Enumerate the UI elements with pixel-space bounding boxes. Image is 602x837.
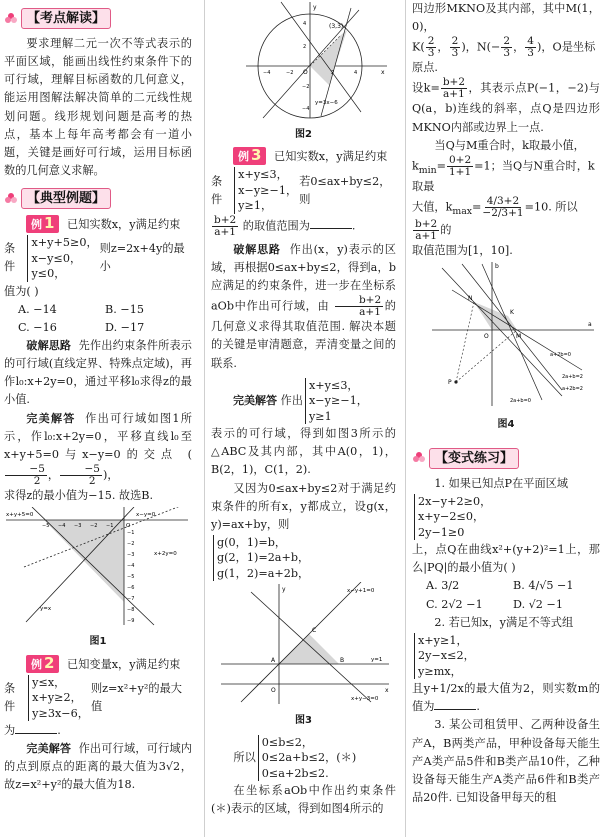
wanmei-text-2: 求得z的最小值为−15. 故选B. — [4, 489, 154, 503]
fig4-label: N — [468, 295, 473, 303]
example-2-intro: 已知变量x，y满足约束 — [67, 657, 181, 671]
line — [263, 10, 359, 118]
line — [462, 264, 562, 390]
svg-text:−4: −4 — [58, 523, 66, 530]
choice-a: A. 3/2 — [426, 579, 460, 593]
pojie-text: 作出(x，y)表示的区域，再根据0≤ax+by≤2，得到a，b应满足的约束条件，进一步在坐标系aOb中作出可行域，由 — [211, 242, 396, 313]
fig3-label: x−y+1=0 — [347, 588, 375, 595]
section-kaodian-header — [4, 8, 111, 29]
svg-text:−2: −2 — [127, 541, 135, 548]
fig3-label: A — [271, 657, 276, 665]
answer-blank — [15, 723, 57, 734]
fig4-label: P — [448, 379, 452, 387]
kmin-text: 当Q与M重合时，k取最小值， — [434, 138, 585, 152]
line-x+y-3 — [251, 592, 371, 702]
fig3-label: B — [340, 657, 345, 665]
example-1-intro: 已知实数x，y满足约束 — [67, 218, 181, 232]
constraint-system — [28, 675, 89, 721]
choice-c: C. −16 — [18, 320, 57, 334]
constraint: 2y−x≤2， — [418, 649, 475, 663]
last-text: 在坐标系aOb中作出约束条件(＊)表示的区域，得到如图4所示的 — [211, 783, 396, 816]
constraint: x−y≥−1， — [308, 394, 368, 408]
constraint: 2y−1≥0 — [418, 525, 465, 539]
constraint: y≥3x−6， — [32, 706, 89, 720]
figure-3-graph — [211, 582, 397, 706]
feasible-region-abc — [279, 634, 339, 664]
constraint-system — [27, 235, 97, 281]
svg-text:2: 2 — [331, 70, 335, 76]
so-prefix: 所以 — [233, 750, 256, 764]
svg-text:−3: −3 — [74, 523, 82, 530]
constraint: x−y≤0， — [31, 251, 82, 265]
section-bianshi-header — [412, 448, 519, 469]
figure-3-caption: 图3 — [295, 715, 312, 727]
fraction: $\frac{b+2}{a+1}$ — [214, 213, 237, 238]
constraint: y≥1， — [238, 199, 273, 213]
fig3-label: O — [271, 687, 276, 695]
fig1-label: x−y=0 — [136, 512, 156, 519]
constraint-system — [414, 633, 475, 679]
svg-text:−1: −1 — [106, 523, 114, 530]
fig4-label: b — [495, 263, 499, 271]
svg-text:−2: −2 — [302, 84, 310, 90]
svg-text:−3: −3 — [127, 552, 135, 559]
line — [482, 264, 542, 400]
figure-4-graph — [412, 260, 598, 410]
fig4-label: K — [510, 309, 514, 317]
range-text: 取值范围为[1，10]. — [412, 244, 513, 258]
line-pn — [456, 302, 474, 382]
example-2 — [4, 655, 192, 674]
wanmei-text: 作出可行域如图1所示，作l₀:x+2y=0，平移直线l₀至x+y+5=0与x−y=0的交点 — [4, 411, 192, 461]
constraint: x−y≥−1， — [238, 183, 298, 197]
constraint: x+y≤3， — [308, 378, 359, 392]
constraint: x+y−2≤0， — [418, 510, 485, 524]
example-2-badge: 例 2 — [26, 655, 59, 673]
fig1-label: x+2y=0 — [154, 551, 177, 558]
cond-prefix: 条件 — [4, 242, 16, 274]
choice-c: C. 2√2 −1 — [426, 597, 483, 611]
constraint: 0≤a+2b≤2. — [261, 766, 329, 780]
svg-text:−5: −5 — [42, 523, 50, 530]
wanmei-text: 表示的可行域，得到如图3所示的△ABC及其内部，其中A(0，1)，B(2，1)，C(1，2). — [211, 427, 396, 477]
question-text: 则z=2x+4y的最小 — [99, 242, 185, 274]
wanmei-label: 完美解答 — [26, 742, 72, 756]
q2-mid: 且y+1/2x的最大值为2，则实数m的值为 — [412, 682, 600, 714]
q1-text: 1. 如果已知点P在平面区域 — [434, 476, 569, 490]
fig3-label: y — [282, 586, 286, 594]
example-3-badge: 例 3 — [233, 147, 266, 165]
kmin-formula: $k_{min}=$ $\frac{0+2}{1+1}$ =1；当Q与N重合时，k取最 — [412, 153, 595, 193]
flower-icon — [412, 451, 426, 465]
constraint-system — [213, 535, 309, 581]
svg-text:−2: −2 — [286, 70, 294, 76]
fig4-label: a+2b=0 — [550, 352, 571, 359]
constraint: 2x−y+2≥0， — [418, 494, 492, 508]
kmax-formula: 大值，$k_{max}=$ $\frac{4/3+2}{-2/3+1}$ =10. 所以 $\frac{b+2}{a+1}$ 的 — [412, 195, 578, 243]
q1-choices — [412, 577, 600, 613]
example-1-choices — [4, 301, 192, 337]
choice-a: A. −14 — [18, 302, 57, 316]
fig4-label: a+2b=2 — [562, 386, 583, 393]
fig4-label: 2a+b=2 — [562, 374, 583, 381]
section-dianxing-header — [4, 188, 111, 209]
fig2-label: x — [381, 69, 385, 76]
g-value: g(2，1)=2a+b， — [217, 551, 310, 565]
fig2-label: (3,3) — [329, 23, 344, 30]
g-system — [211, 534, 396, 582]
svg-text:−4: −4 — [263, 70, 271, 76]
figure-2-graph — [211, 0, 397, 120]
figure-1-graph — [4, 507, 190, 627]
fig1-label: x+y+5=0 — [6, 512, 34, 519]
q3-text: 3. 某公司租赁甲、乙两种设备生产A，B两类产品，甲种设备每天能生产A类产品5件和B类产品10件，乙种设备每天能生产A类产品6件和B类产品20件. 已知设备甲每天的租 — [412, 718, 600, 805]
q2-text: 2. 若已知x，y满足不等式组 — [434, 615, 574, 629]
fig3-label: x+y−3=0 — [351, 696, 379, 703]
constraint: 0≤2a+b≤2，(＊) — [261, 751, 357, 765]
question-text-2: $\frac{b+2}{a+1}$ 的取值范围为 . — [214, 213, 356, 238]
svg-text:−4: −4 — [302, 106, 310, 112]
fig3-label: y=1 — [371, 657, 383, 664]
constraint-system — [305, 378, 368, 424]
constraint-system — [414, 494, 491, 540]
column-left: 【考点解读】 要求理解二元一次不等式表示的平面区域，能画出线性约束条件下的可行域，理解目标函数的几何意义，能运用图解法解决简单的二元线性规划问题。线形规划问题是高考的热点，基本上每年高考都会有一道小题，关键是画好可行域，运用目标函数的几何意义求解。 【典型例题】 例 1 已知实数x，y满足约束 条件 x+y+5≥0， x−y≤0， y≤0， 则z=2x+4y的最小 值为( ) A. −14 B. −15 C. −16 D. −17 破解思路 先作出约束条件所表示的可行域(直线定界、特殊点定域)，再作l₀:x+2y=0，通过平移l₀求得z的最小值. 完美解答 作出可行域如图1所示，作l₀:x+2y=0，平移直线l₀至x+y+5=0与x−y=0的交点 ( $\frac{-5}{2}$ ， $\frac{-5}{2}$ )， 求得z的最小值为−15. 故选B. x+y+5=0 x−y=0 x+2y=0 y=x O −5 −4 −3 −2 −1 −1 −2 −3 −4 −5 −6 −7 −8 −9 图1 例 2 已知变量x，y满足约束 条件 y≤x， x+y≥2， y≥3x−6， 则z=x²+y²的最大值 为 . 完美解答 作出可行域，可行域内的点到原点的距离的最大值为3√2，故z=x²+y²的最大值为18. — [0, 0, 198, 837]
pojie-label: 破解思路 — [26, 339, 72, 353]
svg-text:−5: −5 — [127, 574, 135, 581]
fraction: $\frac{b+2}{a+1}$ — [442, 76, 466, 101]
fig4-label: M — [516, 333, 522, 341]
example-3-intro: 已知实数x，y满足约束 — [274, 150, 388, 164]
fraction: $\frac{-5}{2}$ — [5, 464, 47, 487]
example-1-badge: 例 1 — [26, 215, 59, 233]
wanmei-label: 完美解答 — [26, 411, 76, 425]
wanmei-text: 作出可行域，可行域内的点到原点的距离的最大值为3√2，故z=x²+y²的最大值为18. — [4, 742, 192, 792]
constraint-system — [258, 735, 356, 781]
choice-b: B. −15 — [105, 302, 144, 316]
constraint: y≤x， — [32, 675, 66, 689]
section-dianxing-title: 【典型例题】 — [21, 188, 111, 209]
line — [442, 268, 562, 396]
choice-b: B. 4/√5 −1 — [513, 579, 574, 593]
constraint: y≤0， — [31, 267, 66, 281]
example-3 — [211, 147, 396, 166]
svg-text:4: 4 — [303, 21, 307, 27]
fig4-label: a — [588, 321, 592, 329]
fig1-label: O — [126, 523, 131, 530]
cond-prefix: 条件 — [211, 174, 223, 206]
constraint: x+y+5≥0， — [31, 236, 98, 250]
fig4-label: 2a+b=0 — [510, 398, 531, 405]
svg-text:−9: −9 — [127, 618, 135, 625]
pojie-text-2: 的几何意义求得其取值范围. 解决本题的关键是审清题意，弄清变量之间的联系. — [211, 299, 396, 370]
section-bianshi-title: 【变式练习】 — [429, 448, 519, 469]
wanmei-row: 完美解答 作出 x+y≤3， x−y≥−1， y≥1 — [211, 377, 396, 425]
fraction: $\frac{-5}{2}$ — [60, 464, 102, 487]
figure-1-caption: 图1 — [89, 636, 107, 648]
constraint: y≥mx， — [418, 664, 462, 678]
feasible-region — [310, 30, 347, 85]
fig2-yticks — [302, 21, 309, 112]
point-p — [454, 381, 457, 384]
fig1-yticks — [127, 530, 134, 624]
constraint: y≥1 — [308, 409, 332, 423]
let-text: 其表示点P(−1，−2)与Q(a，b)连线的斜率，点Q是四边形MKNO内部或边界上一点. — [412, 81, 600, 134]
so-system — [211, 734, 396, 782]
pojie-text: 先作出约束条件所表示的可行域(直线定界、特殊点定域)，再作l₀:x+2y=0，通过平移l₀求得z的最小值. — [4, 339, 192, 407]
question-text-2: 值为( ) — [4, 284, 39, 298]
column-right: 四边形MKNO及其内部，其中M(1，0)， K( $\frac{2}{3}$ ， $\frac{2}{3}$ )，N(− $\frac{2}{3}$ ， $\frac{4}{3}$ )，O是坐标原点. 设k= $\frac{b+2}{a+1}$ ，其表示点P(−1，−2)与Q(a，b)连线的斜率，点Q是四边形MKNO内部或边界上一点. 当Q与M重合时，k取最小值， $k_{min}=$ $\frac{0+2}{1+1}$ =1；当Q与N重合时，k取最 大值，$k_{max}=$ $\frac{4/3+2}{-2/3+1}$ =10. 所以 $\frac{b+2}{a+1}$ 的 取值范围为[1，10]. N K M O P a b a+2b=0 2a+b=2 a+2b=2 2a+b=0 图4 【变式练习】 1. 如果已知点P在平面区域 2x−y+2≥0， x+y−2≤0， 2y−1≥0 上，点Q在曲线x²+(y+2)²=1上，那么|PQ|的最小值为( ) A. 3/2 B. 4/√5 −1 C. 2√2 −1 D. √2 −1 2. 若已知x，y满足不等式组 x+y≥1， 2y−x≤2， y≥mx， 且y+1/2x的最大值为2，则实数m的值为 . 3. 某公司租赁甲、乙两种设备生产A，B两类产品，甲种设备每天能生产A类产品5件和B类产品10件，乙种设备每天能生产A类产品6件和B类产品20件. 已知设备甲每天的租 — [405, 0, 602, 837]
pojie-label: 破解思路 — [233, 242, 281, 256]
question-text-2: 为 . — [4, 724, 61, 738]
question-text: 则z=x²+y²的最大值 — [90, 681, 182, 713]
question-text: 若0≤ax+by≤2，则 — [299, 174, 391, 206]
q1-mid: 上，点Q在曲线x²+(y+2)²=1上，那么|PQ|的最小值为( ) — [412, 543, 600, 575]
wanmei-text-2: 又因为0≤ax+by≤2对于满足约束条件的所有x，y都成立，设g(x，y)=ax+by，则 — [211, 481, 396, 531]
svg-text:2: 2 — [303, 44, 307, 50]
points-line: K( $\frac{2}{3}$ ， $\frac{2}{3}$ )，N(− $\frac{2}{3}$ ， $\frac{4}{3}$ )，O是坐标原点. — [412, 35, 596, 75]
constraint: 0≤b≤2， — [261, 735, 314, 749]
constraint: x+y≥1， — [418, 633, 468, 647]
example-3-conditions — [211, 166, 396, 214]
svg-text:−8: −8 — [127, 607, 135, 614]
g-value: g(1，2)=a+2b， — [217, 566, 310, 580]
example-1 — [4, 215, 192, 234]
svg-text:−7: −7 — [127, 596, 135, 603]
section-kaodian-title: 【考点解读】 — [21, 8, 111, 29]
constraint: x+y≥2， — [32, 691, 82, 705]
svg-text:−1: −1 — [127, 530, 135, 537]
fig4-label: O — [484, 333, 489, 341]
svg-text:−4: −4 — [127, 563, 135, 570]
column-middle — [204, 0, 400, 837]
q1-system — [412, 493, 600, 541]
svg-text:4: 4 — [354, 70, 358, 76]
cond-prefix: 条件 — [4, 681, 16, 713]
flower-icon — [4, 192, 18, 206]
example-2-conditions — [4, 674, 192, 722]
text-top: 四边形MKNO及其内部，其中M(1，0)， — [412, 2, 600, 34]
q2-system — [412, 632, 600, 680]
figure-2-caption: 图2 — [295, 129, 312, 141]
answer-blank — [310, 218, 352, 229]
fig3-label: C — [312, 627, 317, 635]
figure-4-caption: 图4 — [497, 419, 515, 431]
flower-icon — [4, 12, 18, 26]
kaodian-text: 要求理解二元一次不等式表示的平面区域，能画出线性约束条件下的可行域，理解目标函数的几何意义，能运用图解法解决简单的二元线性规划问题。线形规划问题是高考的热点，基本上每年高考都会有一道小题，关键是画好可行域，运用目标函数的几何意义求解。 — [4, 37, 192, 177]
line — [281, 2, 361, 112]
constraint: x+y≤3， — [238, 168, 288, 182]
svg-text:−2: −2 — [90, 523, 98, 530]
fig3-label: x — [385, 687, 389, 695]
choice-d: D. −17 — [105, 320, 145, 334]
constraint-system — [234, 167, 297, 213]
g-value: g(0，1)=b， — [217, 535, 287, 549]
fig1-label: y=x — [40, 606, 52, 613]
wanmei-label: 完美解答 — [233, 394, 277, 407]
svg-text:−6: −6 — [127, 585, 135, 592]
answer-blank — [434, 699, 476, 710]
fig2-label: y — [313, 4, 317, 11]
fraction: $\frac{b+2}{a+1}$ — [335, 295, 384, 318]
fig2-label: O — [303, 69, 308, 76]
choice-d: D. √2 −1 — [513, 597, 563, 611]
fig2-label: y=3x−6 — [315, 100, 338, 106]
example-1-conditions — [4, 234, 192, 282]
